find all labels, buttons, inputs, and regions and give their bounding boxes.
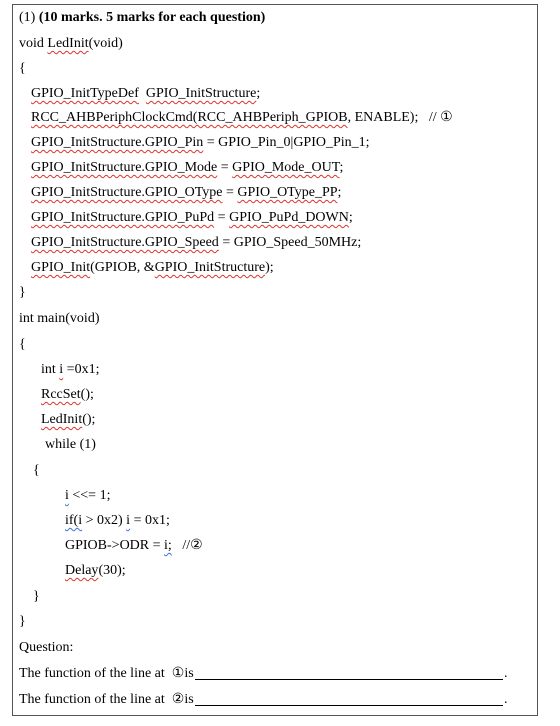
answer-2-blank[interactable] [195,705,503,706]
question-1-text: The function of the line at ①is [19,666,194,681]
code-while-line-4: Delay(30); [65,563,126,578]
code-line-6: GPIO_InitStructure.GPIO_PuPd = GPIO_PuPd_DOWN; [31,210,353,225]
code-line-7: GPIO_InitStructure.GPIO_Speed = GPIO_Speed_50MHz; [31,235,362,250]
code-while-line-1: i <<= 1; [65,488,111,503]
answer-2-period: . [504,692,508,707]
code-main-line-2: RccSet(); [41,387,94,402]
question-title: (10 marks. 5 marks for each question) [38,10,266,25]
question-label: Question: [19,640,74,655]
code-while-line-2: if(i > 0x2) i = 0x1; [65,513,170,528]
answer-1-period: . [504,666,508,681]
code-func-signature: void LedInit(void) [19,36,123,51]
question-number: (1) [19,10,36,25]
code-while-brace-close: } [33,589,40,604]
code-line-3: GPIO_InitStructure.GPIO_Pin = GPIO_Pin_0|GPIO_Pin_1; [31,135,370,150]
answer-1-blank[interactable] [195,679,503,680]
code-main-while: while (1) [45,437,96,452]
code-while-brace-open: { [33,463,40,478]
code-while-line-3: GPIOB->ODR = i; //② [65,538,203,553]
code-main-brace-open: { [19,337,26,352]
code-main-line-1: int i =0x1; [41,362,100,377]
code-line-4: GPIO_InitStructure.GPIO_Mode = GPIO_Mode_OUT; [31,160,344,175]
question-header [19,9,265,27]
question-2-text: The function of the line at ②is [19,692,194,707]
code-main-line-3: LedInit(); [41,412,96,427]
code-line-8: GPIO_Init(GPIOB, &GPIO_InitStructure); [31,260,274,275]
code-brace-open: { [19,61,26,76]
func-name: LedInit [47,36,89,51]
code-main-signature: int main(void) [19,311,100,326]
question-frame [12,4,538,716]
code-line-2: RCC_AHBPeriphClockCmd(RCC_AHBPeriph_GPIOB, ENABLE); // ① [31,110,453,125]
code-main-brace-close: } [19,614,26,629]
code-line-5: GPIO_InitStructure.GPIO_OType = GPIO_OType_PP; [31,185,342,200]
code-brace-close: } [19,285,26,300]
code-line-1: GPIO_InitTypeDef GPIO_InitStructure; [31,86,261,101]
